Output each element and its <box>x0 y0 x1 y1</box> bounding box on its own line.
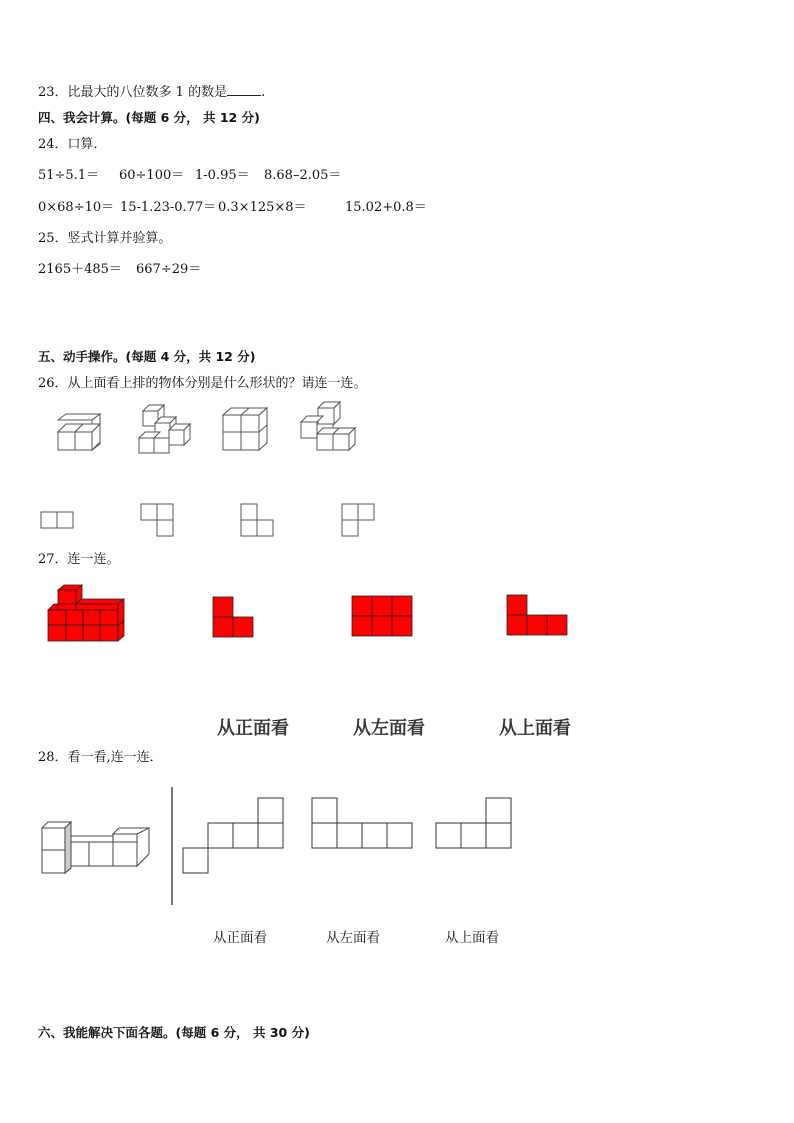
view-shape-b[interactable] <box>311 797 415 851</box>
divider-line <box>169 787 175 907</box>
top-view-shape-3[interactable] <box>240 503 276 539</box>
calc-item: 0×68÷10＝ <box>38 200 115 215</box>
view-label-front[interactable]: 从正面看 <box>213 930 267 946</box>
white-block-object[interactable] <box>40 820 155 878</box>
calc-item: 8.68–2.05＝ <box>264 168 342 183</box>
section-6-title: 六、我能解决下面各题。(每题 6 分， 共 30 分) <box>38 1025 310 1040</box>
calc-item: 60÷100＝ <box>119 168 185 183</box>
view-label-top[interactable]: 从上面看 <box>499 718 571 739</box>
cube-object-4[interactable] <box>298 398 358 454</box>
red-block-object[interactable] <box>46 584 126 644</box>
calc-item: 51÷5.1＝ <box>38 168 100 183</box>
view-shape-c[interactable] <box>435 797 515 851</box>
calc-item: 0.3×125×8＝ <box>218 200 307 215</box>
question-25-title: 25．竖式计算并验算。 <box>38 231 172 246</box>
calc-item: 1-0.95＝ <box>195 168 250 183</box>
view-label-front[interactable]: 从正面看 <box>217 718 289 739</box>
answer-blank[interactable] <box>227 83 261 96</box>
red-view-rectangle[interactable] <box>351 595 415 639</box>
cube-object-3[interactable] <box>219 405 271 455</box>
section-4-title: 四、我会计算。(每题 6 分， 共 12 分) <box>38 110 260 125</box>
view-label-left[interactable]: 从左面看 <box>326 930 380 946</box>
question-26-title: 26．从上面看上排的物体分别是什么形状的？请连一连。 <box>38 376 367 391</box>
section-5-title: 五、动手操作。(每题 4 分，共 12 分) <box>38 349 256 364</box>
question-23-text: 23．比最大的八位数多 1 的数是 <box>38 85 228 100</box>
top-view-shape-1[interactable] <box>40 511 76 531</box>
question-23: 23．比最大的八位数多 1 的数是 . <box>38 85 266 100</box>
red-view-wide-l-shape[interactable] <box>506 594 570 638</box>
view-shape-a[interactable] <box>182 797 286 875</box>
red-view-l-shape[interactable] <box>212 596 256 638</box>
top-view-shape-4[interactable] <box>341 503 377 539</box>
top-view-shape-2[interactable] <box>140 503 176 539</box>
question-27-title: 27．连一连。 <box>38 552 120 567</box>
cube-object-2[interactable] <box>133 403 193 455</box>
calc-item: 667÷29＝ <box>136 262 202 277</box>
cube-object-1[interactable] <box>50 410 110 455</box>
question-24-title: 24．口算． <box>38 137 107 152</box>
view-label-left[interactable]: 从左面看 <box>353 718 425 739</box>
question-28-title: 28．看一看,连一连． <box>38 750 163 765</box>
calc-item: 2165＋485＝ <box>38 262 122 277</box>
calc-item: 15-1.23-0.77＝ <box>120 200 217 215</box>
calc-item: 15.02+0.8＝ <box>345 200 427 215</box>
view-label-top[interactable]: 从上面看 <box>445 930 499 946</box>
